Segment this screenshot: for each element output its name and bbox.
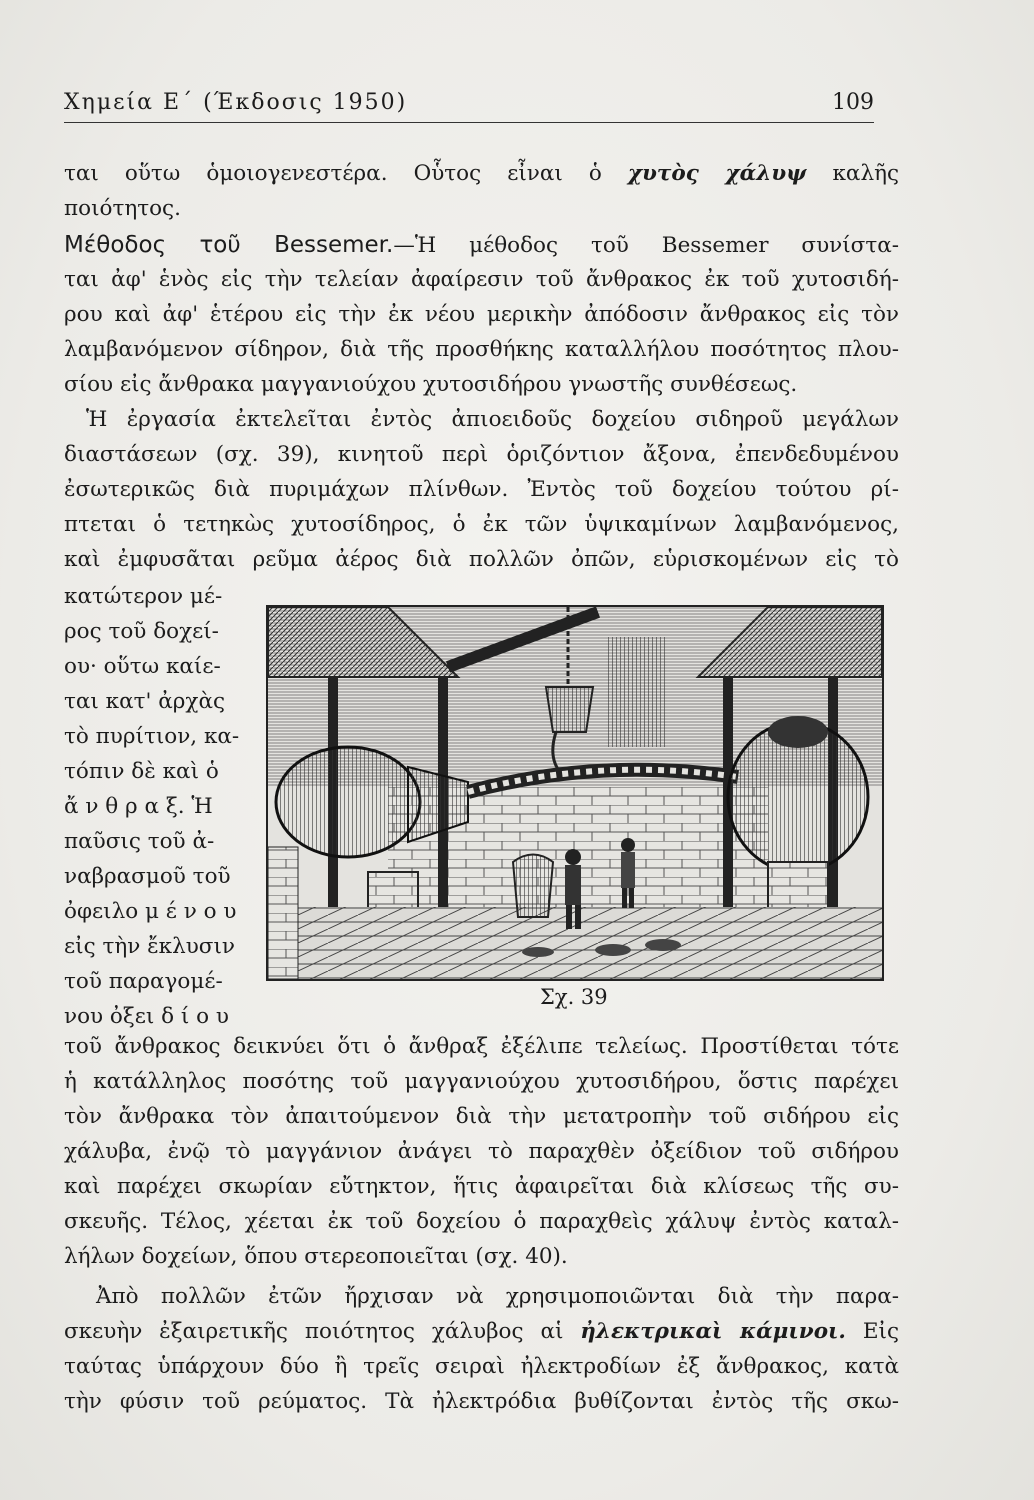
running-title: Χημεία Ε΄ (Έκδοσις 1950)	[64, 90, 408, 115]
text-line: σκευὴν ἐξαιρετικῆς ποιότητος χάλυβος αἱ ἠλεκτρικαὶ κάμινοι. Εἰς	[64, 1319, 899, 1344]
text-line: διαστάσεων (σχ. 39), κινητοῦ περὶ ὁριζόντιον ἄξονα, ἐπενδεδυμένου	[64, 442, 899, 467]
side-line: ρος τοῦ δοχεί-	[64, 619, 219, 644]
text-line: Ἀπὸ πολλῶν ἐτῶν ἤρχισαν νὰ χρησιμοποιῶνται διὰ τὴν παρα-	[96, 1284, 899, 1309]
side-line: ναβρασμοῦ τοῦ	[64, 864, 231, 889]
text-line: σκευῆς. Τέλος, χέεται ἐκ τοῦ δοχείου ὁ παραχθεὶς χάλυψ ἐντὸς καταλ-	[64, 1209, 899, 1234]
side-line: ὀφειλο μ έ ν ο υ	[64, 899, 237, 924]
engraving-svg	[268, 607, 882, 979]
text-line: ται οὕτω ὁμοιογενεστέρα. Οὗτος εἶναι ὁ χυτὸς χάλυψ καλῆς	[64, 161, 899, 186]
text-line: καὶ ἐμφυσᾶται ρεῦμα ἀέρος διὰ πολλῶν ὀπῶν, εὑρισκομένων εἰς τὸ	[64, 547, 899, 572]
figure-caption: Σχ. 39	[540, 985, 608, 1009]
text-line: σίου εἰς ἄνθρακα μαγγανιούχου χυτοσιδήρου γνωστῆς συνθέσεως.	[64, 372, 798, 397]
page-header	[64, 88, 874, 123]
text-line: λαμβανόμενον σίδηρον, διὰ τῆς προσθήκης καταλλήλου ποσότητος πλου-	[64, 337, 899, 362]
side-line: παῦσις τοῦ ἀ-	[64, 829, 215, 854]
term-cast-steel: χυτὸς χάλυψ	[627, 161, 807, 186]
side-line: τοῦ παραγομέ-	[64, 969, 223, 994]
side-line: νου ὀξει δ ί ο υ	[64, 1004, 229, 1029]
text-line: ποιότητος.	[64, 196, 181, 221]
text-line: τοῦ ἄνθρακος δεικνύει ὅτι ὁ ἄνθραξ ἐξέλιπε τελείως. Προστίθεται τότε	[64, 1034, 899, 1059]
text-line: χάλυβα, ἐνῷ τὸ μαγγάνιον ἀνάγει τὸ παραχθὲν ὀξείδιον τοῦ σιδήρου	[64, 1139, 899, 1164]
page-number: 109	[832, 90, 874, 115]
side-line: εἰς τὴν ἔκλυσιν	[64, 934, 235, 959]
text-line: καὶ παρέχει σκωρίαν εὔτηκτον, ἥτις ἀφαιρεῖται διὰ κλίσεως τῆς συ-	[64, 1174, 899, 1199]
term-electric-furnaces: ἠλεκτρικαὶ κάμινοι.	[580, 1319, 846, 1344]
side-line: ται κατ' ἀρχὰς	[64, 689, 226, 714]
bessemer-converter-illustration	[266, 605, 884, 981]
text-line: ἐσωτερικῶς διὰ πυριμάχων πλίνθων. Ἐντὸς τοῦ δοχείου τούτου ρί-	[64, 477, 899, 502]
side-line: ἄ ν θ ρ α ξ. Ἡ	[64, 794, 213, 819]
side-line: τόπιν δὲ καὶ ὁ	[64, 759, 219, 784]
text-line: ἡ κατάλληλος ποσότης τοῦ μαγγανιούχου χυτοσιδήρου, ὅστις παρέχει	[64, 1069, 899, 1094]
side-line: κατώτερον μέ-	[64, 584, 223, 609]
text-line: πτεται ὁ τετηκὼς χυτοσίδηρος, ὁ ἐκ τῶν ὑψικαμίνων λαμβανόμενος,	[64, 512, 899, 537]
text-line: ται ἀφ' ἑνὸς εἰς τὴν τελείαν ἀφαίρεσιν τοῦ ἄνθρακος ἐκ τοῦ χυτοσιδή-	[64, 267, 899, 292]
text-line: τὴν φύσιν τοῦ ρεύματος. Τὰ ἠλεκτρόδια βυθίζονται ἐντὸς τῆς σκω-	[64, 1389, 899, 1414]
side-line: τὸ πυρίτιον, κα-	[64, 724, 240, 749]
text-line: ρου καὶ ἀφ' ἑτέρου εἰς τὴν ἐκ νέου μερικὴν ἀπόδοσιν ἄνθρακος εἰς τὸν	[64, 302, 899, 327]
section-title: Μέθοδος τοῦ Bessemer.	[64, 232, 394, 258]
text-line: τὸν ἄνθρακα τὸν ἀπαιτούμενον διὰ τὴν μετατροπὴν τοῦ σιδήρου εἰς	[64, 1104, 899, 1129]
side-line: ου· οὕτω καίε-	[64, 654, 221, 679]
text-line: Ἡ ἐργασία ἐκτελεῖται ἐντὸς ἀπιοειδοῦς δοχείου σιδηροῦ μεγάλων	[86, 407, 899, 432]
text-line: λήλων δοχείων, ὅπου στερεοποιεῖται (σχ. 40).	[64, 1244, 568, 1269]
text-line: ταύτας ὑπάρχουν δύο ἢ τρεῖς σειραὶ ἠλεκτροδίων ἐξ ἄνθρακος, κατὰ	[64, 1354, 899, 1379]
text-line: Μέθοδος τοῦ Bessemer.—Ἡ μέθοδος τοῦ Bessemer συνίστα-	[64, 232, 899, 258]
